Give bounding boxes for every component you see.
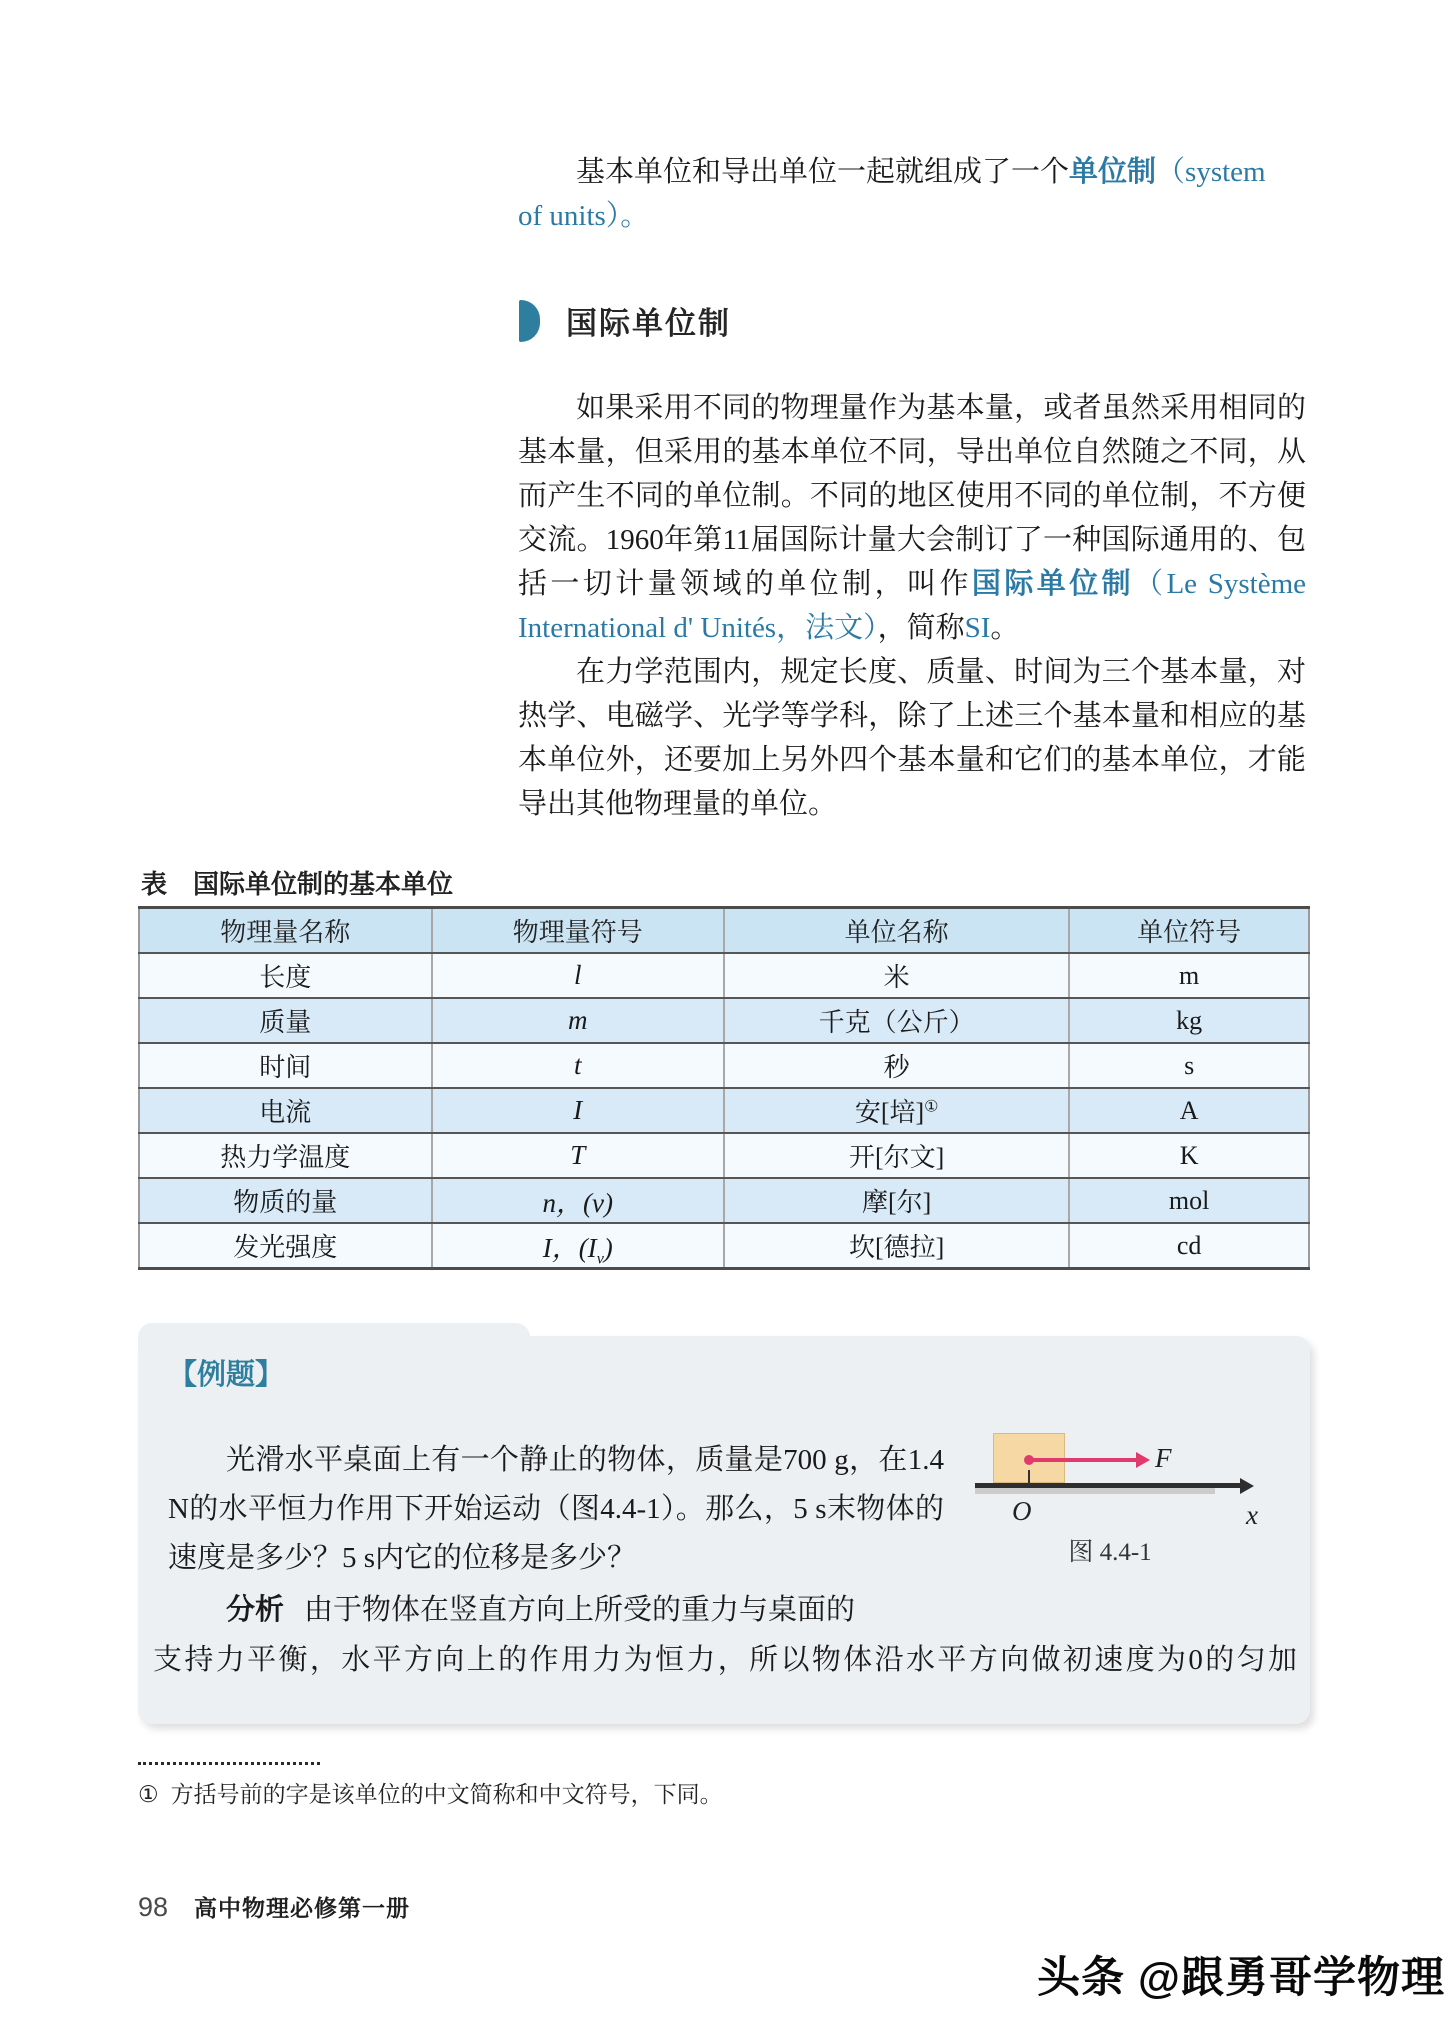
section-header — [519, 298, 731, 343]
force-arrow — [1029, 1458, 1137, 1462]
term-si-system: 国际单位制 — [971, 568, 1135, 600]
section-title: 国际单位制 — [566, 306, 731, 341]
table-row — [139, 1088, 1309, 1133]
table-surface-shadow — [975, 1488, 1215, 1494]
axis-label: x — [1246, 1500, 1258, 1530]
x-axis-arrowhead-icon — [1240, 1478, 1254, 1494]
table-cell: m — [1069, 953, 1309, 998]
footnote-marker: ① — [138, 1782, 159, 1807]
book-title: 高中物理必修第一册 — [194, 1896, 411, 1921]
body-paragraph-2: 在力学范围内，规定长度、质量、时间为三个基本量，对热学、电磁学、光学等学科，除了上述三个基本量和相应的基本单位外，还要加上另外四个基本量和它们的基本单位，才能导出其他物理量的单位。 — [518, 656, 1306, 820]
table-cell: l — [432, 953, 725, 998]
table-header-row — [139, 908, 1309, 954]
x-axis-line — [975, 1483, 1243, 1488]
table-cell: 秒 — [724, 1043, 1069, 1088]
para1-mid: ，简称 — [877, 612, 965, 644]
term-unit-system: 单位制 — [1069, 156, 1157, 188]
analysis-line-1 — [168, 1586, 1068, 1634]
table-cell: 发光强度 — [139, 1223, 432, 1269]
table-cell: 物质的量 — [139, 1178, 432, 1223]
table-cell: mol — [1069, 1178, 1309, 1223]
origin-tick — [1028, 1470, 1030, 1486]
table-row — [139, 953, 1309, 998]
table-cell: 质量 — [139, 998, 432, 1043]
force-label: F — [1155, 1443, 1172, 1473]
force-arrowhead-icon — [1136, 1452, 1150, 1468]
footnote-text: 方括号前的字是该单位的中文简称和中文符号，下同。 — [170, 1782, 723, 1807]
table-cell: 开[尔文] — [724, 1133, 1069, 1178]
body-paragraph-1 — [518, 386, 1306, 650]
table-row — [139, 1178, 1309, 1223]
table-cell: 时间 — [139, 1043, 432, 1088]
para1-end: 。 — [990, 612, 1020, 644]
analysis-line-2: 支持力平衡，水平方向上的作用力为恒力，所以物体沿水平方向做初速度为0的匀加 — [153, 1644, 1297, 1676]
page-footer — [138, 1890, 410, 1923]
example-label: 【例题】 — [168, 1359, 285, 1391]
page-number: 98 — [138, 1892, 169, 1922]
table-cell: cd — [1069, 1223, 1309, 1269]
column-header: 单位名称 — [724, 908, 1069, 954]
intro-latin-open: （system — [1156, 156, 1266, 188]
footnote-divider — [138, 1762, 320, 1765]
origin-label: O — [1012, 1496, 1032, 1526]
table-cell: s — [1069, 1043, 1309, 1088]
force-application-dot — [1024, 1455, 1034, 1465]
figure-caption: 图 4.4-1 — [1068, 1539, 1152, 1566]
table-cell: 坎[德拉] — [724, 1223, 1069, 1269]
para1-si-abbr: SI — [964, 612, 991, 644]
table-row — [139, 1223, 1309, 1269]
table-cell: 长度 — [139, 953, 432, 998]
column-header: 物理量名称 — [139, 908, 432, 954]
footnote — [138, 1778, 1038, 1812]
table-row — [139, 1043, 1309, 1088]
para1-french: （Le Système International d' Unités，法文） — [518, 568, 1306, 644]
table-cell: K — [1069, 1133, 1309, 1178]
table-cell: 安[培]① — [724, 1088, 1069, 1133]
table-caption: 表 国际单位制的基本单位 — [141, 870, 454, 899]
table-cell: 摩[尔] — [724, 1178, 1069, 1223]
column-header: 单位符号 — [1069, 908, 1309, 954]
example-box — [138, 1336, 1310, 1724]
figure-4-4-1 — [950, 1428, 1296, 1578]
table-cell: t — [432, 1043, 725, 1088]
table-cell: T — [432, 1133, 725, 1178]
table-cell: A — [1069, 1088, 1309, 1133]
watermark: 头条 @跟勇哥学物理 — [1037, 1954, 1445, 2002]
table-cell: 千克（公斤） — [724, 998, 1069, 1043]
intro-latin-close: of units）。 — [518, 200, 650, 232]
intro-text: 基本单位和导出单位一起就组成了一个 — [576, 156, 1070, 188]
table-head — [139, 908, 1309, 954]
example-problem-text: 光滑水平桌面上有一个静止的物体，质量是700 g，在1.4 N的水平恒力作用下开始运动（图4.4-1）。那么，5 s末物体的速度是多少？5 s内它的位移是多少？ — [168, 1444, 944, 1574]
analysis-label: 分析 — [226, 1594, 285, 1626]
table-cell: kg — [1069, 998, 1309, 1043]
table-row — [139, 1133, 1309, 1178]
table-row — [139, 998, 1309, 1043]
table-cell: 热力学温度 — [139, 1133, 432, 1178]
table-cell: I，$(I_v)$ — [432, 1223, 725, 1269]
table-cell: n，(ν) — [432, 1178, 725, 1223]
section-leaf-icon — [519, 300, 540, 342]
table-body — [139, 953, 1309, 1269]
para1-text: 如果采用不同的物理量作为基本量，或者虽然采用相同的基本量，但采用的基本单位不同，导出单位自然随之不同，从而产生不同的单位制。不同的地区使用不同的单位制，不方便交流。1960年第11届国际计量大会制订了一种国际通用的、包括一切计量领域的单位制，叫作 — [518, 392, 1306, 600]
analysis-text-1: 由于物体在竖直方向上所受的重力与桌面的 — [304, 1594, 856, 1626]
table-cell: 米 — [724, 953, 1069, 998]
table-cell: m — [432, 998, 725, 1043]
table-cell: I — [432, 1088, 725, 1133]
table-cell: 电流 — [139, 1088, 432, 1133]
si-units-table — [138, 906, 1310, 1270]
column-header: 物理量符号 — [432, 908, 725, 954]
intro-paragraph — [518, 150, 1306, 238]
